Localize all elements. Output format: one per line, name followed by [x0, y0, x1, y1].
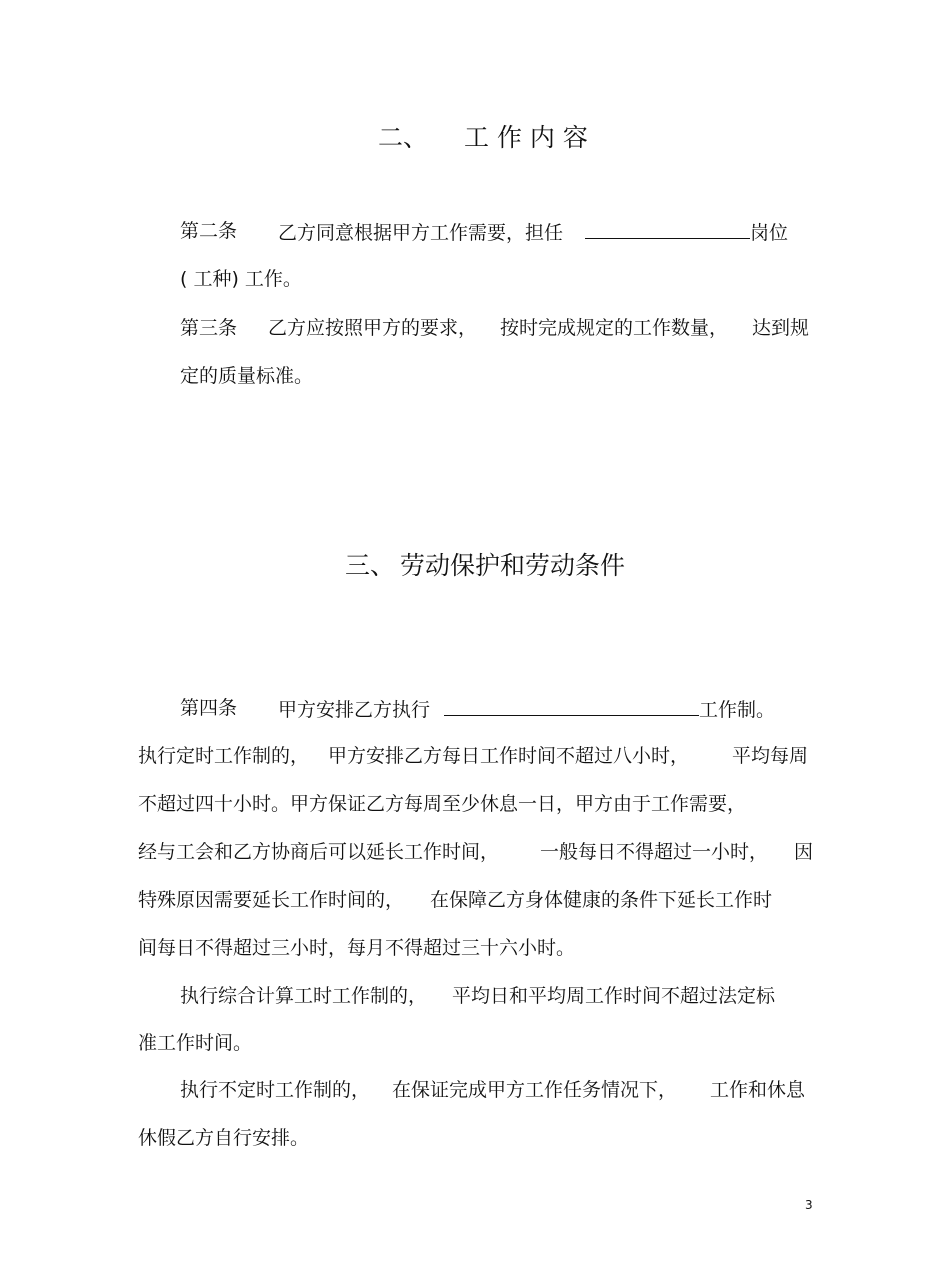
p1-line-1a: 执行定时工作制的，	[138, 745, 310, 767]
page-number: 3	[805, 1198, 813, 1212]
p1-line-1b: 甲方安排乙方每日工作时间不超过八小时，	[328, 745, 690, 767]
p3-line-1c: 工作和休息	[710, 1079, 806, 1101]
p1-line-4a: 特殊原因需要延长工作时间的，	[138, 889, 405, 911]
p2-line-1a: 执行综合计算工时工作制的，	[180, 985, 428, 1007]
section-2-number: 二、	[378, 123, 429, 152]
p1-line-2: 不超过四十小时。甲方保证乙方每周至少休息一日，甲方由于工作需要，	[138, 793, 747, 815]
article-4-text-after: 工作制。	[699, 699, 776, 721]
p1-line-5: 间每日不得超过三小时，每月不得超过三十六小时。	[138, 937, 576, 959]
position-blank-line	[585, 219, 750, 239]
p1-line-3b: 一般每日不得超过一小时，	[540, 841, 769, 863]
article-3-line-2: 定的质量标准。	[180, 365, 314, 387]
p1-line-1c: 平均每周	[732, 745, 809, 767]
p1-line-4b: 在保障乙方身体健康的条件下延长工作时	[430, 889, 773, 911]
p2-line-2: 准工作时间。	[138, 1032, 253, 1054]
article-4-text-before: 甲方安排乙方执行	[278, 699, 431, 721]
p1-line-3a: 经与工会和乙方协商后可以延长工作时间，	[138, 841, 500, 863]
article-2-line-2: ( 工种) 工作。	[180, 268, 302, 290]
article-2-text-after: 岗位	[750, 222, 789, 244]
p3-line-2: 休假乙方自行安排。	[138, 1127, 310, 1149]
article-2-text-before: 乙方同意根据甲方工作需要，担任	[278, 222, 564, 244]
article-3-label: 第三条	[180, 317, 238, 339]
article-2-label: 第二条	[180, 220, 238, 242]
work-system-blank-line	[444, 696, 699, 716]
article-2-text	[278, 219, 788, 245]
p3-line-1b: 在保证完成甲方工作任务情况下，	[392, 1079, 678, 1101]
p2-line-1b: 平均日和平均周工作时间不超过法定标	[452, 985, 776, 1007]
p1-line-3c: 因	[794, 841, 814, 863]
section-3-number: 三、	[345, 551, 396, 580]
article-3-seg-3: 达到规	[752, 317, 810, 339]
article-4-label: 第四条	[180, 697, 238, 719]
article-3-seg-1: 乙方应按照甲方的要求，	[268, 317, 478, 339]
section-2-title: 工 作 内 容	[464, 123, 588, 152]
article-3-seg-2: 按时完成规定的工作数量，	[500, 317, 729, 339]
section-3-title: 劳动保护和劳动条件	[400, 551, 626, 580]
article-4-text	[278, 696, 775, 722]
p3-line-1a: 执行不定时工作制的，	[180, 1079, 371, 1101]
